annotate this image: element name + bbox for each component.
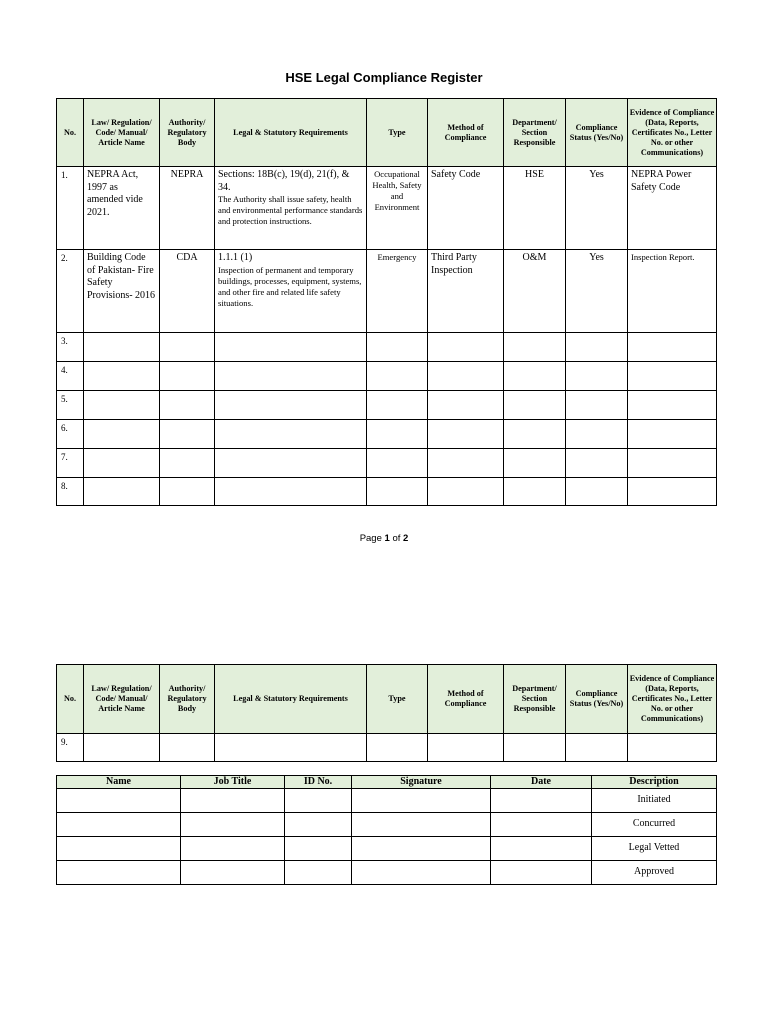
- header-status: Compliance Status (Yes/No): [566, 665, 628, 734]
- row-number: 3.: [57, 333, 84, 362]
- header-row: [57, 665, 717, 734]
- header-department: Department/ Section Responsible: [504, 99, 566, 167]
- header-no: No.: [57, 99, 84, 167]
- page-prefix: Page: [359, 533, 385, 544]
- row-number: 4.: [57, 362, 84, 391]
- authority-cell: CDA: [160, 250, 215, 333]
- page-total: 2: [403, 533, 409, 544]
- empty-row: [57, 333, 717, 362]
- header-requirements: Legal & Statutory Requirements: [215, 665, 367, 734]
- type-cell: Occupational Health, Safety and Environment: [367, 167, 428, 250]
- signoff-header-name: Name: [57, 776, 181, 789]
- row-number: 5.: [57, 391, 84, 420]
- requirements-head: Sections: 18B(c), 19(d), 21(f), & 34.: [218, 169, 350, 193]
- header-method: Method of Compliance: [428, 665, 504, 734]
- signoff-description: Approved: [592, 861, 717, 885]
- page-number: [0, 533, 768, 544]
- header-authority: Authority/ Regulatory Body: [160, 99, 215, 167]
- header-evidence-title: Evidence of Compliance: [629, 674, 715, 683]
- signoff-description: Initiated: [592, 789, 717, 813]
- signoff-header-job-title: Job Title: [181, 776, 285, 789]
- law-cell: NEPRA Act, 1997 as amended vide 2021.: [84, 167, 160, 250]
- method-cell: Third Party Inspection: [428, 250, 504, 333]
- header-type: Type: [367, 99, 428, 167]
- requirements-body: Inspection of permanent and temporary buildings, processes, equipment, systems, and other fire and related life safety situations.: [218, 264, 362, 308]
- signoff-description: Legal Vetted: [592, 837, 717, 861]
- row-number: 7.: [57, 449, 84, 478]
- requirements-cell: [215, 167, 367, 250]
- empty-row: [57, 391, 717, 420]
- page-current: 1: [384, 533, 390, 544]
- header-evidence-detail: (Data, Reports, Certificates No., Letter No. or other Communications): [631, 684, 713, 723]
- status-cell: Yes: [566, 167, 628, 250]
- evidence-cell: NEPRA Power Safety Code: [628, 167, 717, 250]
- table-row: [57, 167, 717, 250]
- authority-cell: NEPRA: [160, 167, 215, 250]
- row-number: 1.: [57, 167, 84, 250]
- method-cell: Safety Code: [428, 167, 504, 250]
- row-number: 9.: [57, 734, 84, 762]
- header-department: Department/ Section Responsible: [504, 665, 566, 734]
- signoff-header-row: [57, 776, 717, 789]
- header-evidence: [628, 665, 717, 734]
- header-evidence: [628, 99, 717, 167]
- signoff-row: [57, 789, 717, 813]
- row-number: 8.: [57, 478, 84, 506]
- row-number: 2.: [57, 250, 84, 333]
- empty-row: [57, 478, 717, 506]
- requirements-head: 1.1.1 (1): [218, 252, 253, 263]
- header-evidence-detail: (Data, Reports, Certificates No., Letter No. or other Communications): [631, 117, 713, 157]
- department-cell: O&M: [504, 250, 566, 333]
- signoff-header-description: Description: [592, 776, 717, 789]
- signoff-row: [57, 813, 717, 837]
- requirements-body: The Authority shall issue safety, health and environmental performance standards and protection instructions.: [218, 194, 363, 226]
- row-number: 6.: [57, 420, 84, 449]
- status-cell: Yes: [566, 250, 628, 333]
- empty-row: [57, 362, 717, 391]
- header-row: [57, 99, 717, 167]
- header-method: Method of Compliance: [428, 99, 504, 167]
- document-title: HSE Legal Compliance Register: [285, 70, 483, 85]
- evidence-cell: Inspection Report.: [628, 250, 717, 333]
- header-type: Type: [367, 665, 428, 734]
- header-status: Compliance Status (Yes/No): [566, 99, 628, 167]
- header-requirements: Legal & Statutory Requirements: [215, 99, 367, 167]
- header-law: Law/ Regulation/ Code/ Manual/ Article Name: [84, 665, 160, 734]
- signoff-header-date: Date: [491, 776, 592, 789]
- signoff-header-signature: Signature: [352, 776, 491, 789]
- page-of: of: [389, 533, 404, 544]
- empty-row: [57, 420, 717, 449]
- empty-row: [57, 449, 717, 478]
- compliance-register-table-continued: [56, 664, 717, 762]
- header-evidence-title: Evidence of Compliance: [629, 107, 715, 117]
- header-no: No.: [57, 665, 84, 734]
- empty-row: [57, 734, 717, 762]
- signoff-table: [56, 775, 717, 885]
- law-cell: Building Code of Pakistan- Fire Safety Provisions- 2016: [84, 250, 160, 333]
- requirements-cell: [215, 250, 367, 333]
- signoff-row: [57, 861, 717, 885]
- department-cell: HSE: [504, 167, 566, 250]
- type-cell: Emergency: [367, 250, 428, 333]
- signoff-header-id: ID No.: [285, 776, 352, 789]
- table-row: [57, 250, 717, 333]
- signoff-description: Concurred: [592, 813, 717, 837]
- compliance-register-table: [56, 98, 717, 506]
- header-law: Law/ Regulation/ Code/ Manual/ Article Name: [84, 99, 160, 167]
- header-authority: Authority/ Regulatory Body: [160, 665, 215, 734]
- signoff-row: [57, 837, 717, 861]
